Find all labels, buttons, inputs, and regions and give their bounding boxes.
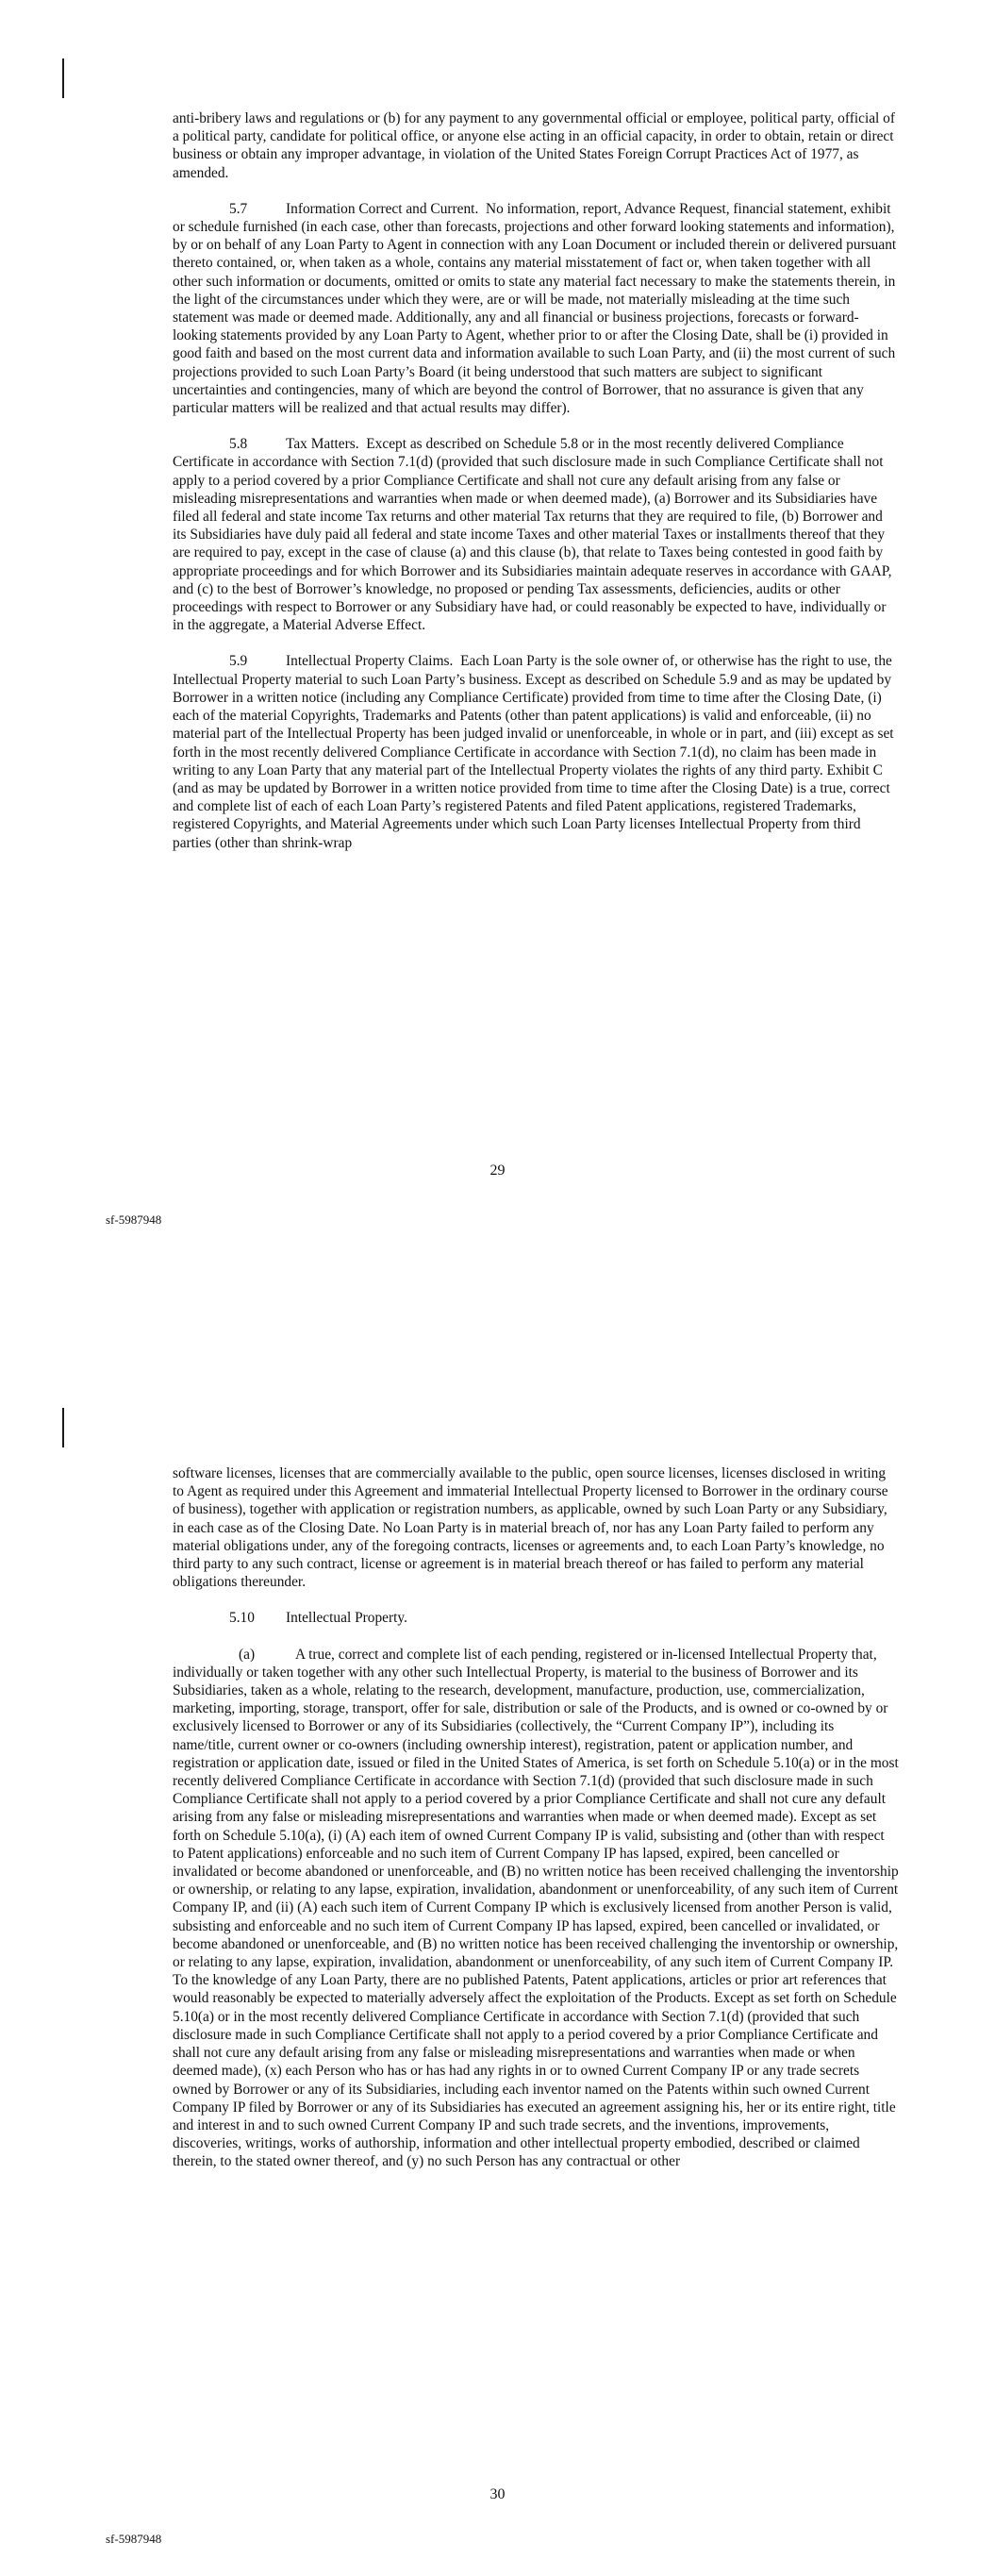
section-number: 5.10 [229,1610,255,1627]
continuation-paragraph: anti-bribery laws and regulations or (b) for any payment to any governmental official or employee, political party, official of a political party, candidate for political office, or anyone else acting in an official capacity, in order to obtain, retain or direct business or obtain any improper advantage, in violation of the United States Foreign Corrupt Practices Act of 1977, as amended. [173,110,895,181]
section-title: Intellectual Property Claims. [286,653,454,670]
section-title: Information Correct and Current. [286,200,479,217]
revision-bar [62,1408,64,1447]
section-5-9 [173,652,899,851]
section-5-10-heading [173,1609,899,1627]
page-number: 30 [489,2486,506,2502]
page-number: 29 [489,1163,506,1179]
continuation-paragraph: software licenses, licenses that are commercially available to the public, open source licenses, licenses disclosed in writing to Agent as required under this Agreement and immaterial Intellectual Property licensed to Borrower in the ordinary course of business), together with application or registration numbers, as applicable, owned by such Loan Party or any Subsidiary, in each case as of the Closing Date. No Loan Party is in material breach of, nor has any Loan Party failed to perform any material obligations under, any of the foregoing contracts, licenses or agreements and, to each Loan Party’s knowledge, no third party to any such contract, license or agreement is in material breach thereof or has failed to perform any material obligations thereunder. [173,1465,888,1591]
section-text: Each Loan Party is the sole owner of, or otherwise has the right to use, the Intellectual Property material to such Loan Party’s business. Except as described on Schedule 5.9 and as may be updated by Borrower in a written notice (including any Compliance Certificate) provided from time to time after the Closing Date, (i) each of the material Copyrights, Trademarks and Patents (other than patent applications) is valid and enforceable, (ii) no material part of the Intellectual Property has been judged invalid or unenforceable, in whole or in part, and (iii) except as set forth in the most recently delivered Compliance Certificate in accordance with Section 7.1(d), no claim has been made in writing to any Loan Party that any material part of the Intellectual Property violates the rights of any third party. Exhibit C (and as may be updated by Borrower in a written notice provided from time to time after the Closing Date) is a true, correct and complete list of each of each Loan Party’s registered Patents and filed Patent applications, registered Trademarks, registered Copyrights, and Material Agreements under which such Loan Party licenses Intellectual Property from third parties (other than shrink-wrap [173,653,894,851]
section-text: Except as described on Schedule 5.8 or in the most recently delivered Compliance Certificate in accordance with Section 7.1(d) (provided that such disclosure made in such Compliance Certificate shall not apply to a period covered by a prior Compliance Certificate and shall not cure any default arising from any false or misleading misrepresentations and warranties when made or when deemed made), (a) Borrower and its Subsidiaries have filed all federal and state income Tax returns and other material Tax returns that they are required to file, (b) Borrower and its Subsidiaries have duly paid all federal and state income Taxes and other material Taxes or installments thereof that they are required to pay, except in the case of clause (a) and this clause (b), that relate to Taxes being contested in good faith by appropriate proceedings and for which Borrower and its Subsidiaries maintain adequate reserves in accordance with GAAP, and (c) to the best of Borrower’s knowledge, no proposed or pending Tax assessments, deficiencies, audits or other proceedings with respect to Borrower or any Subsidiary have had, or could reasonably be expected to have, individually or in the aggregate, a Material Adverse Effect. [173,436,892,634]
page-30 [0,1288,995,2576]
section-number: 5.7 [229,200,248,217]
section-number: 5.8 [229,436,248,453]
section-5-7 [173,200,899,417]
subsection-label: (a) [239,1646,256,1663]
section-5-8 [173,435,899,634]
section-text: No information, report, Advance Request, financial statement, exhibit or schedule furnished (in each case, other than forecasts, projections and other forward looking statements and information), by or on behalf of any Loan Party to Agent in connection with any Loan Document or included therein or delivered pursuant thereto contained, or, when taken as a whole, contains any material misstatement of fact or, when taken together with all other such information or documents, omitted or omits to state any material fact necessary to make the statements therein, in the light of the circumstances under which they were, are or will be made, not materially misleading at the time such statement was made or deemed made. Additionally, any and all financial or business projections, forecasts or forward-looking statements provided by any Loan Party to Agent, whether prior to or after the Closing Date, shall be (i) provided in good faith and based on the most current data and information available to such Loan Party, and (ii) the most current of such projections provided to such Loan Party’s Board (it being understood that such matters are subject to significant uncertainties and contingencies, many of which are beyond the control of Borrower, that no assurance is given that any particular matters will be realized and that actual results may differ). [173,200,897,417]
document-id: sf-5987948 [106,1213,162,1227]
page-body [173,109,899,870]
revision-bar [62,59,64,98]
document-id: sf-5987948 [106,2532,162,2546]
section-title: Intellectual Property. [286,1610,407,1627]
subsection-text: A true, correct and complete list of each pending, registered or in-licensed Intellectual Property that, individually or taken together with any other such Intellectual Property, is material to the business of Borrower and its Subsidiaries, taken as a whole, relating to the research, development, manufacture, production, use, commercialization, marketing, importing, storage, transport, offer for sale, distribution or sale of the Products, and is owned or co-owned by or exclusively licensed to Borrower or any of its Subsidiaries (collectively, the “Current Company IP”), including its name/title, current owner or co-owners (including ownership interest), registration, patent or application number, and registration or application date, issued or filed in the United States of America, is set forth on Schedule 5.10(a) or in the most recently delivered Compliance Certificate in accordance with Section 7.1(d) (provided that such disclosure made in such Compliance Certificate shall not apply to a period covered by a prior Compliance Certificate and shall not cure any default arising from any false or misleading misrepresentations and warranties when made or when deemed made). Except as set forth on Schedule 5.10(a), (i) (A) each item of owned Current Company IP is valid, subsisting and (other than with respect to Patent applications) enforceable and no such item of Current Company IP has lapsed, expired, been cancelled or invalidated or become abandoned or unenforceable, and (B) no written notice has been received challenging the inventorship or ownership, or relating to any lapse, expiration, invalidation, abandonment or unenforceability, of any such item of Current Company IP, and (ii) (A) each such item of Current Company IP which is exclusively licensed from another Person is valid, subsisting and enforceable and no such item of Current Company IP has lapsed, expired, been cancelled or invalidated, or become abandoned or unenforceable, and (B) no written notice has been received challenging the inventorship or ownership, or relating to any lapse, expiration, invalidation, abandonment or unenforceability, of any such item of Current Company IP. To the knowledge of any Loan Party, there are no published Patents, Patent applications, articles or prior art references that would reasonably be expected to materially adversely affect the exploitation of the Products. Except as set forth on Schedule 5.10(a) or in the most recently delivered Compliance Certificate in accordance with Section 7.1(d) (provided that such disclosure made in such Compliance Certificate shall not apply to a period covered by a prior Compliance Certificate and shall not cure any default arising from any false or misleading misrepresentations and warranties when made or when deemed made), (x) each Person who has or has had any rights in or to owned Current Company IP or any trade secrets owned by Borrower or any of its Subsidiaries, including each inventor named on the Patents within such owned Current Company IP filed by Borrower or any of its Subsidiaries has executed an agreement assigning his, her or its entire right, title and interest in and to such owned Current Company IP and such trade secrets, and the inventions, improvements, discoveries, writings, works of authorship, information and other intellectual property embodied, described or claimed therein, to the stated owner thereof, and (y) no such Person has any contractual or other [173,1646,899,2170]
section-title: Tax Matters. [286,436,359,453]
subsection-a [173,1646,899,2171]
page-body [173,1464,899,2189]
section-number: 5.9 [229,653,248,670]
